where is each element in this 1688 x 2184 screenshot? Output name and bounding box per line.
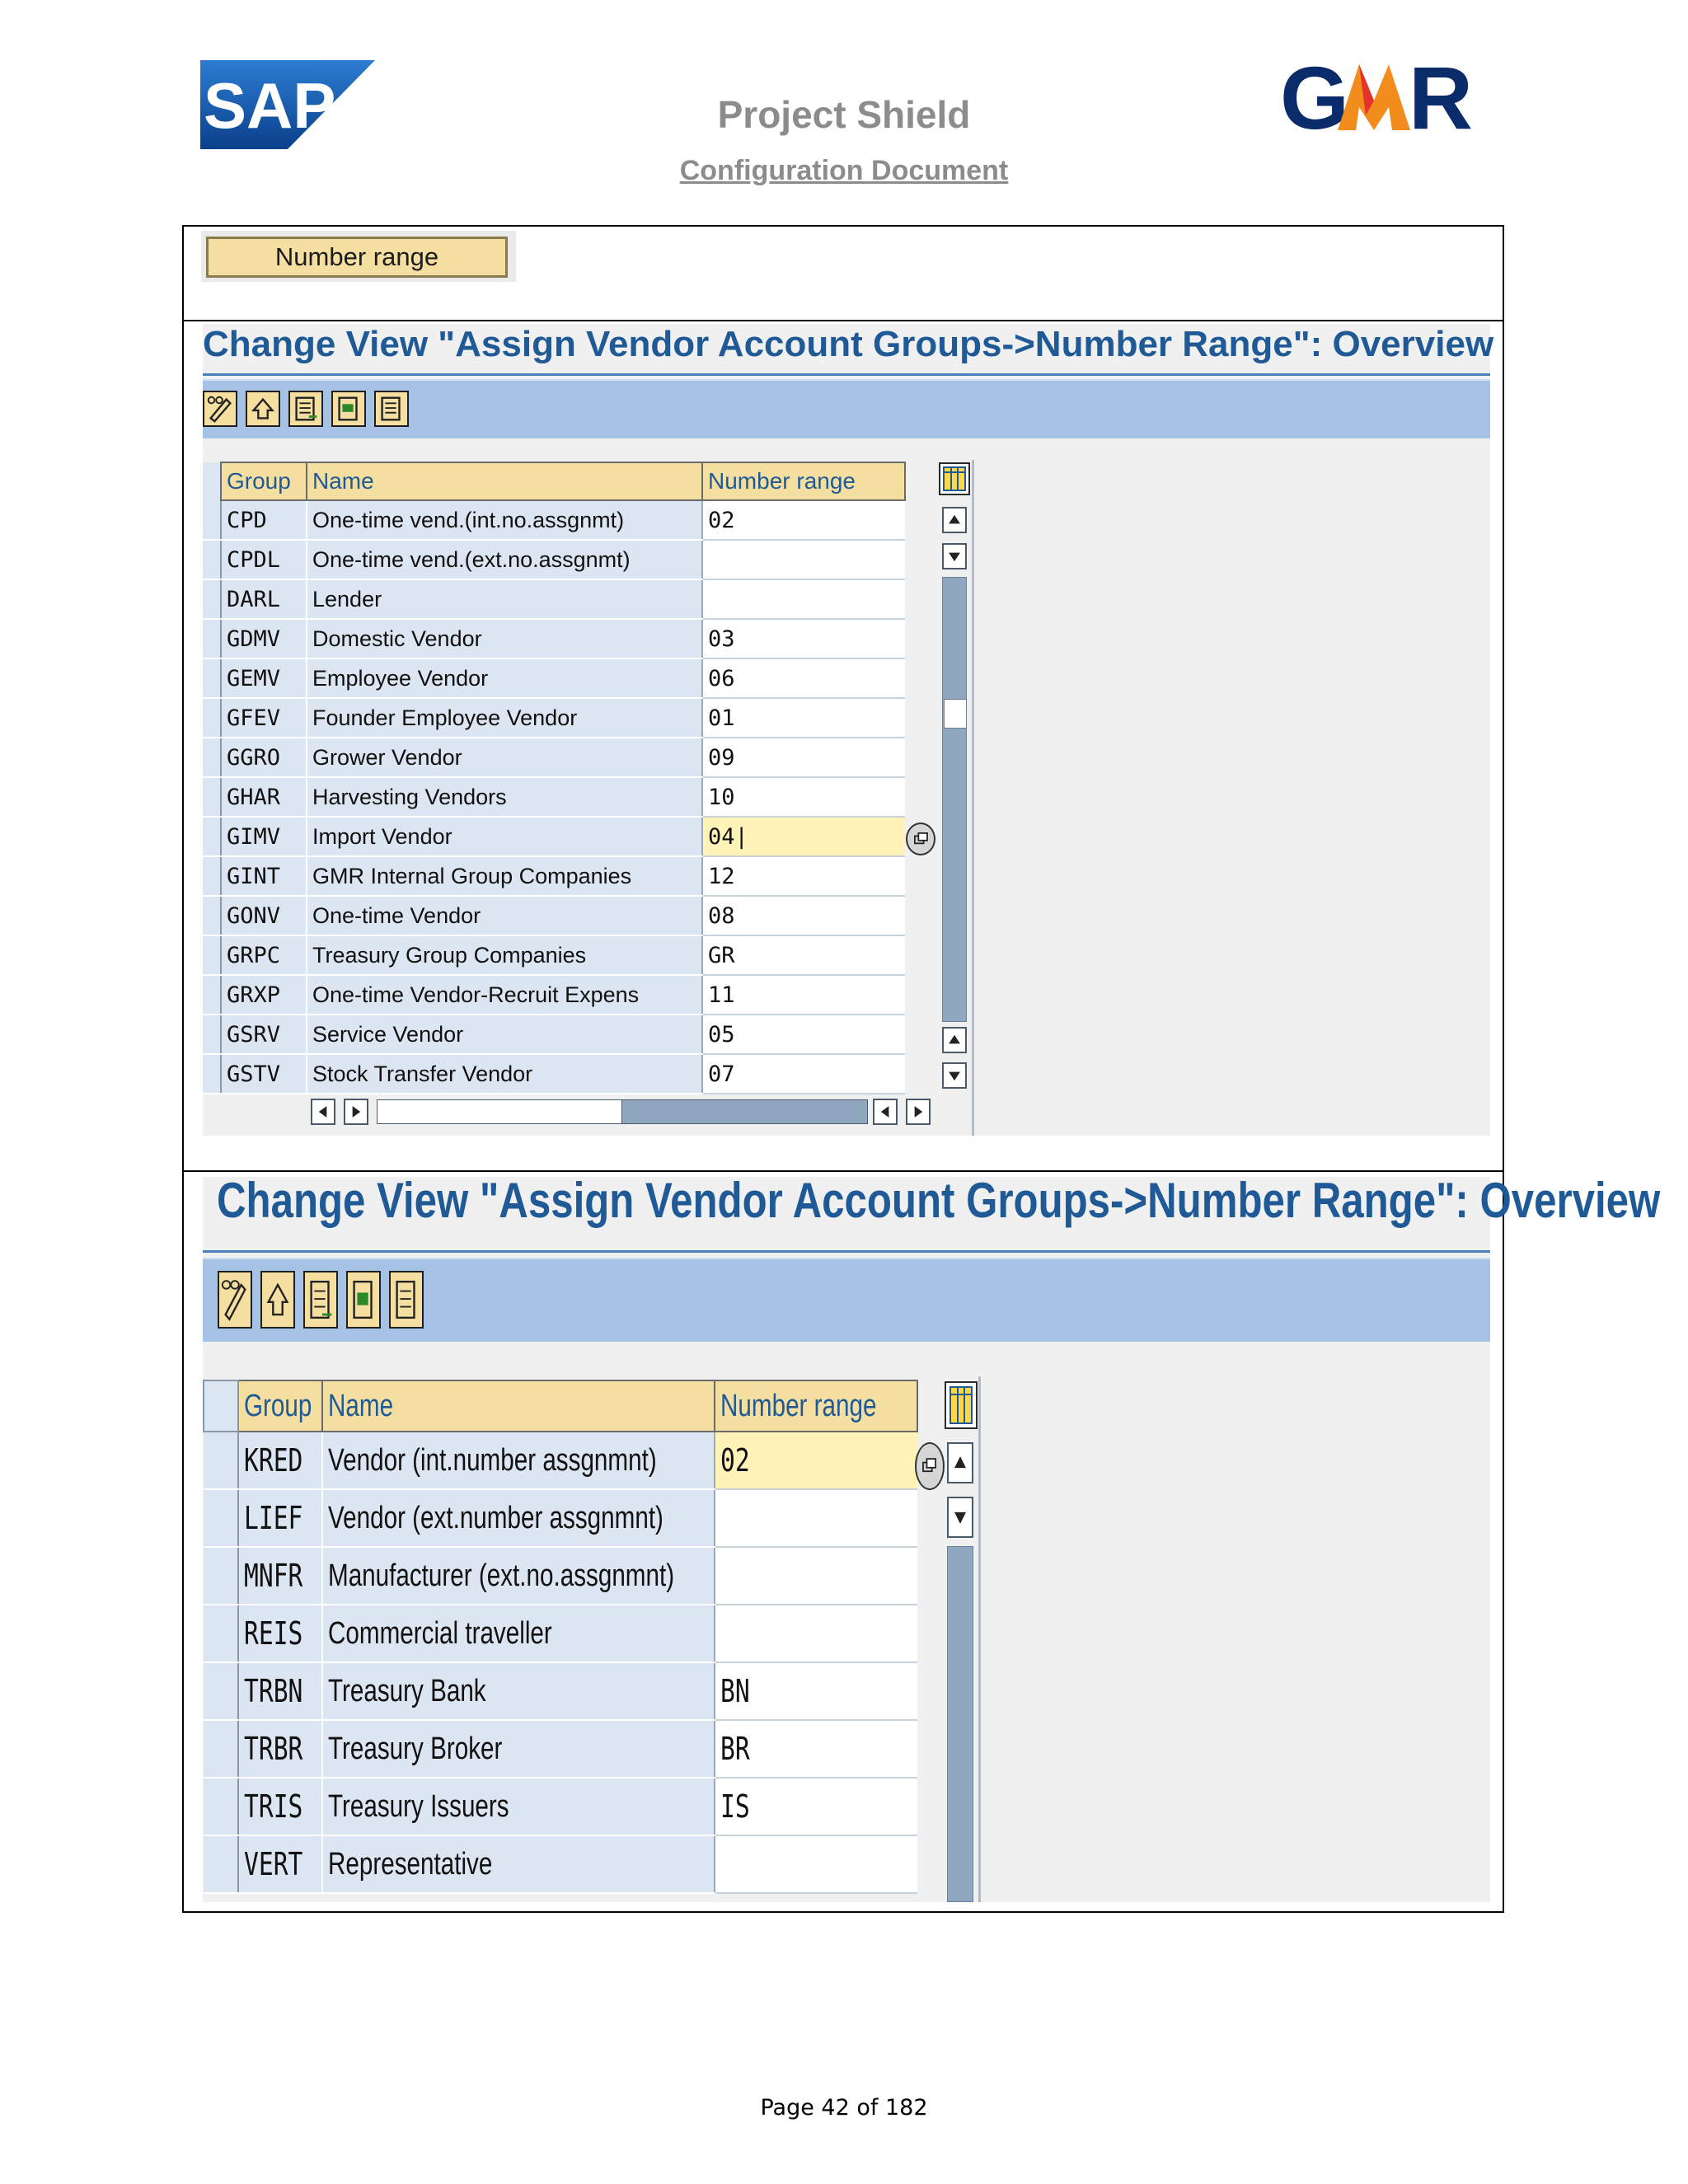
- group-cell-text: TRBR: [244, 1731, 303, 1767]
- sap-logo-text: SAP: [204, 69, 336, 142]
- column-header-group-label: Group: [244, 1388, 312, 1423]
- number-range-cell-text: 10: [708, 784, 735, 810]
- name-cell: [322, 1662, 715, 1720]
- frame-divider: [182, 320, 1504, 321]
- name-cell: [322, 1720, 715, 1778]
- number-range-cell[interactable]: [702, 856, 905, 896]
- number-range-button[interactable]: Number range: [206, 237, 508, 278]
- vertical-scrollbar-track[interactable]: [942, 577, 967, 1022]
- name-cell: [307, 856, 702, 896]
- group-cell: [221, 856, 307, 896]
- group-cell-text: REIS: [244, 1615, 303, 1652]
- name-cell-text: Treasury Group Companies: [312, 942, 587, 968]
- number-range-cell[interactable]: [702, 896, 905, 935]
- svg-text:R: R: [1409, 58, 1473, 134]
- row-selector[interactable]: [204, 1547, 238, 1605]
- number-range-cell[interactable]: [702, 619, 905, 658]
- display-change-button[interactable]: [203, 391, 237, 427]
- name-cell-text: Employee Vendor: [312, 665, 489, 691]
- row-selector[interactable]: [203, 698, 221, 738]
- row-selector[interactable]: [204, 1835, 238, 1893]
- group-cell-text: GRPC: [227, 942, 281, 968]
- row-selector[interactable]: [203, 1054, 221, 1094]
- number-range-cell-text: IS: [720, 1788, 750, 1825]
- group-cell: [221, 1054, 307, 1094]
- gmr-logo: [1280, 58, 1474, 134]
- name-cell-text: Vendor (int.number assgnmnt): [328, 1442, 657, 1478]
- table-row[interactable]: [203, 540, 905, 579]
- table-row[interactable]: [203, 698, 905, 738]
- name-cell-text: Commercial traveller: [328, 1615, 552, 1651]
- row-selector[interactable]: [203, 896, 221, 935]
- group-cell-text: GDMV: [227, 626, 281, 652]
- table-edge: [978, 1376, 981, 1902]
- row-selector[interactable]: [203, 1015, 221, 1054]
- number-range-cell[interactable]: [715, 1662, 917, 1720]
- name-cell-text: Vendor (ext.number assgnmnt): [328, 1500, 663, 1535]
- group-cell: [221, 896, 307, 935]
- row-selector[interactable]: [204, 1720, 238, 1778]
- arrow-left-icon: [312, 1100, 334, 1123]
- deselect-all-icon: [391, 1272, 422, 1327]
- column-header-name[interactable]: [322, 1380, 715, 1432]
- row-selector[interactable]: [203, 975, 221, 1015]
- value-help-button[interactable]: [906, 823, 935, 855]
- column-settings-button[interactable]: [945, 1381, 978, 1429]
- scroll-right-button-2[interactable]: [906, 1099, 931, 1125]
- name-cell-text: Stock Transfer Vendor: [312, 1061, 533, 1086]
- name-cell: [307, 817, 702, 856]
- screen1-table: [203, 462, 906, 1094]
- name-cell: [322, 1605, 715, 1662]
- group-cell-text: GSTV: [227, 1061, 281, 1087]
- row-selector[interactable]: [203, 738, 221, 777]
- column-header-group[interactable]: Group: [221, 462, 307, 500]
- name-cell-text: Founder Employee Vendor: [312, 705, 578, 730]
- number-range-cell-text: GR: [708, 942, 735, 968]
- select-block-icon: [333, 392, 364, 425]
- screen2-table: [203, 1380, 918, 1894]
- row-selector[interactable]: [204, 1432, 238, 1489]
- number-range-cell-text: 08: [708, 902, 735, 929]
- table-row[interactable]: [204, 1432, 917, 1489]
- vertical-scrollbar-thumb[interactable]: [944, 699, 967, 729]
- group-cell: [221, 579, 307, 619]
- name-cell-text: Service Vendor: [312, 1021, 464, 1047]
- row-selector[interactable]: [203, 658, 221, 698]
- row-selector[interactable]: [203, 619, 221, 658]
- column-header-number-range[interactable]: [715, 1380, 917, 1432]
- name-cell: [307, 579, 702, 619]
- name-cell-text: One-time vend.(ext.no.assgnmt): [312, 546, 631, 572]
- group-cell: [221, 975, 307, 1015]
- number-range-cell[interactable]: [715, 1720, 917, 1778]
- group-cell: [221, 817, 307, 856]
- row-selector-header[interactable]: [204, 1380, 238, 1432]
- scroll-left-button[interactable]: [311, 1099, 335, 1125]
- name-cell: [307, 540, 702, 579]
- name-cell: [307, 738, 702, 777]
- select-all-icon: [290, 392, 321, 425]
- group-cell: [221, 698, 307, 738]
- group-cell: [238, 1662, 322, 1720]
- group-cell-text: GHAR: [227, 784, 281, 810]
- number-range-cell[interactable]: [702, 777, 905, 817]
- name-cell: [322, 1778, 715, 1835]
- group-cell-text: GINT: [227, 863, 281, 889]
- group-cell-text: TRBN: [244, 1673, 303, 1709]
- group-cell-text: GRXP: [227, 982, 281, 1008]
- doc-subtitle: Configuration Document: [679, 155, 1009, 186]
- name-cell-text: Representative: [328, 1846, 493, 1882]
- number-range-cell-text: 04|: [708, 823, 748, 850]
- table-row[interactable]: [203, 1015, 905, 1054]
- table-row[interactable]: [204, 1489, 917, 1547]
- group-cell-text: CPDL: [227, 546, 281, 573]
- table-settings-icon: [940, 464, 968, 494]
- value-help-icon: [917, 1444, 943, 1488]
- scroll-up-button[interactable]: [947, 1442, 973, 1483]
- group-cell-text: TRIS: [244, 1788, 303, 1825]
- name-cell: [322, 1489, 715, 1547]
- name-cell-text: GMR Internal Group Companies: [312, 863, 632, 888]
- number-range-cell[interactable]: [702, 975, 905, 1015]
- table-row[interactable]: [204, 1720, 917, 1778]
- number-range-cell[interactable]: [715, 1489, 917, 1547]
- number-range-cell-text: 05: [708, 1021, 735, 1047]
- group-cell: [221, 500, 307, 540]
- value-help-icon: [907, 824, 934, 854]
- name-cell-text: Grower Vendor: [312, 744, 462, 770]
- select-block-button[interactable]: [346, 1271, 381, 1329]
- row-selector[interactable]: [203, 777, 221, 817]
- group-cell: [221, 777, 307, 817]
- table-row[interactable]: [204, 1778, 917, 1835]
- page-number: Page 42 of 182: [760, 2095, 928, 2121]
- number-range-cell-text: 09: [708, 744, 735, 771]
- table-row[interactable]: [203, 1054, 905, 1094]
- table-row[interactable]: [204, 1835, 917, 1893]
- number-range-cell[interactable]: [702, 817, 905, 856]
- horizontal-scrollbar-thumb[interactable]: [377, 1100, 622, 1123]
- table-row[interactable]: [204, 1547, 917, 1605]
- name-cell: [307, 619, 702, 658]
- name-cell: [322, 1432, 715, 1489]
- name-cell-text: Treasury Bank: [328, 1673, 486, 1708]
- row-selector[interactable]: [204, 1605, 238, 1662]
- deselect-all-button[interactable]: [374, 391, 409, 427]
- scroll-down-button[interactable]: [947, 1497, 973, 1538]
- display-change-button[interactable]: [218, 1271, 252, 1329]
- arrow-down-icon: [944, 1064, 965, 1087]
- number-range-cell[interactable]: [715, 1778, 917, 1835]
- number-range-cell[interactable]: [715, 1432, 917, 1489]
- group-cell: [221, 1015, 307, 1054]
- select-block-icon: [348, 1272, 379, 1327]
- project-title: Project Shield: [717, 93, 971, 136]
- column-header-number-range[interactable]: Number range: [702, 462, 905, 500]
- group-cell: [221, 738, 307, 777]
- number-range-cell[interactable]: [702, 738, 905, 777]
- group-cell-text: DARL: [227, 586, 281, 612]
- column-header-group[interactable]: [238, 1380, 322, 1432]
- other-entry-button[interactable]: [260, 1271, 295, 1329]
- table-row[interactable]: [203, 817, 905, 856]
- number-range-cell[interactable]: [702, 658, 905, 698]
- number-range-cell[interactable]: [702, 579, 905, 619]
- number-range-cell[interactable]: [715, 1547, 917, 1605]
- row-selector[interactable]: [203, 540, 221, 579]
- number-range-cell-text: 03: [708, 626, 735, 652]
- number-range-cell[interactable]: [715, 1835, 917, 1893]
- number-range-cell[interactable]: [702, 500, 905, 540]
- number-range-cell[interactable]: [702, 935, 905, 975]
- value-help-button[interactable]: [915, 1442, 945, 1490]
- group-cell-text: LIEF: [244, 1500, 303, 1536]
- table-row[interactable]: [203, 500, 905, 540]
- group-cell-text: CPD: [227, 507, 267, 533]
- table-row[interactable]: [203, 935, 905, 975]
- name-cell: [307, 698, 702, 738]
- name-cell-text: Treasury Broker: [328, 1731, 503, 1766]
- number-range-cell-text: 07: [708, 1061, 735, 1087]
- name-cell: [307, 975, 702, 1015]
- table-edge: [972, 460, 974, 1136]
- deselect-all-icon: [376, 392, 407, 425]
- screen1-title-rule: [203, 373, 1490, 376]
- scroll-page-up-button[interactable]: [942, 1027, 967, 1053]
- pencil-glasses-icon: [219, 1272, 251, 1327]
- row-selector[interactable]: [203, 500, 221, 540]
- group-cell-text: MNFR: [244, 1558, 303, 1594]
- name-cell-text: Lender: [312, 586, 382, 612]
- arrow-up-icon: [944, 1029, 965, 1052]
- group-cell: [221, 619, 307, 658]
- gmr-logo-text: G: [1280, 58, 1345, 134]
- name-cell: [307, 500, 702, 540]
- group-cell-text: KRED: [244, 1442, 303, 1479]
- number-range-cell-text: 11: [708, 982, 735, 1008]
- arrow-right-icon: [907, 1100, 929, 1123]
- table-row[interactable]: [203, 975, 905, 1015]
- name-cell: [322, 1835, 715, 1893]
- row-selector[interactable]: [204, 1778, 238, 1835]
- pencil-glasses-icon: [204, 392, 236, 425]
- number-range-cell[interactable]: [702, 540, 905, 579]
- group-cell: [221, 935, 307, 975]
- group-cell: [238, 1778, 322, 1835]
- screen1-toolbar: [203, 379, 1490, 438]
- table-row[interactable]: [203, 658, 905, 698]
- scroll-page-down-button[interactable]: [942, 1062, 967, 1089]
- name-cell-text: Harvesting Vendors: [312, 784, 507, 809]
- table-row[interactable]: [203, 619, 905, 658]
- number-range-cell-text: 12: [708, 863, 735, 889]
- table-row[interactable]: [203, 856, 905, 896]
- scroll-left-button-2[interactable]: [873, 1099, 898, 1125]
- number-range-cell-text: BN: [720, 1673, 750, 1709]
- column-header-number-range-label: Number range: [720, 1388, 877, 1423]
- number-range-cell-text: 01: [708, 705, 735, 731]
- group-cell-text: GSRV: [227, 1021, 281, 1047]
- table-row[interactable]: [203, 777, 905, 817]
- scroll-right-button[interactable]: [344, 1099, 368, 1125]
- screen2-toolbar: [203, 1258, 1490, 1342]
- name-cell: [307, 935, 702, 975]
- arrow-down-icon: [944, 545, 965, 568]
- group-cell: [238, 1489, 322, 1547]
- group-cell: [238, 1720, 322, 1778]
- name-cell: [307, 777, 702, 817]
- name-cell-text: Import Vendor: [312, 823, 452, 849]
- select-all-button[interactable]: [288, 391, 323, 427]
- number-range-cell[interactable]: [702, 1054, 905, 1094]
- name-cell-text: One-time vend.(int.no.assgnmt): [312, 507, 625, 532]
- name-cell: [307, 1015, 702, 1054]
- name-cell-text: One-time Vendor: [312, 902, 481, 928]
- arrow-up-icon: [944, 509, 965, 532]
- row-selector[interactable]: [203, 856, 221, 896]
- table-settings-icon: [946, 1383, 976, 1427]
- arrow-down-icon: [949, 1498, 972, 1536]
- group-cell: [221, 540, 307, 579]
- column-header-name[interactable]: Name: [307, 462, 702, 500]
- select-all-icon: [305, 1272, 336, 1327]
- row-selector[interactable]: [203, 579, 221, 619]
- name-cell-text: Treasury Issuers: [328, 1788, 509, 1824]
- name-cell: [307, 658, 702, 698]
- group-cell-text: VERT: [244, 1846, 303, 1882]
- group-cell-text: GFEV: [227, 705, 281, 731]
- row-selector[interactable]: [203, 935, 221, 975]
- table-row[interactable]: [204, 1605, 917, 1662]
- name-cell-text: Domestic Vendor: [312, 626, 482, 651]
- horizontal-scrollbar-track[interactable]: [377, 1099, 868, 1124]
- row-selector[interactable]: [204, 1662, 238, 1720]
- number-range-cell[interactable]: [715, 1605, 917, 1662]
- group-cell-text: GGRO: [227, 744, 281, 771]
- name-cell: [307, 1054, 702, 1094]
- scroll-up-button[interactable]: [942, 507, 967, 533]
- group-cell-text: GEMV: [227, 665, 281, 691]
- screen2-title: Change View "Assign Vendor Account Groups->Number Range": Overview: [217, 1173, 1661, 1228]
- vertical-scrollbar-track[interactable]: [947, 1546, 973, 1902]
- table-row[interactable]: [203, 738, 905, 777]
- table-row[interactable]: [203, 579, 905, 619]
- group-cell: [221, 658, 307, 698]
- refresh-icon: [262, 1272, 293, 1327]
- row-selector[interactable]: [203, 817, 221, 856]
- name-cell: [307, 896, 702, 935]
- table-row[interactable]: [203, 896, 905, 935]
- select-block-button[interactable]: [331, 391, 366, 427]
- arrow-left-icon: [874, 1100, 896, 1123]
- scroll-down-button[interactable]: [942, 543, 967, 569]
- screen1-title: Change View "Assign Vendor Account Groups->Number Range": Overview: [203, 324, 1494, 364]
- row-selector-header[interactable]: [203, 462, 221, 500]
- number-range-cell[interactable]: [702, 698, 905, 738]
- group-cell: [238, 1432, 322, 1489]
- number-range-cell-text: BR: [720, 1731, 750, 1767]
- select-all-button[interactable]: [303, 1271, 338, 1329]
- other-entry-button[interactable]: [246, 391, 280, 427]
- refresh-icon: [247, 392, 279, 425]
- column-header-name-label: Name: [328, 1388, 394, 1423]
- arrow-up-icon: [949, 1444, 972, 1482]
- number-range-cell-text: 02: [720, 1442, 750, 1479]
- column-settings-button[interactable]: [939, 462, 970, 495]
- group-cell-text: GONV: [227, 902, 281, 929]
- table-row[interactable]: [204, 1662, 917, 1720]
- group-cell: [238, 1605, 322, 1662]
- name-cell: [322, 1547, 715, 1605]
- number-range-cell-text: 06: [708, 665, 735, 691]
- number-range-cell-text: 02: [708, 507, 735, 533]
- name-cell-text: One-time Vendor-Recruit Expens: [312, 982, 640, 1007]
- number-range-cell[interactable]: [702, 1015, 905, 1054]
- deselect-all-button[interactable]: [389, 1271, 424, 1329]
- group-cell: [238, 1835, 322, 1893]
- name-cell-text: Manufacturer (ext.no.assgnmnt): [328, 1558, 675, 1593]
- arrow-right-icon: [345, 1100, 367, 1123]
- group-cell: [238, 1547, 322, 1605]
- screen2-title-rule: [203, 1250, 1490, 1253]
- row-selector[interactable]: [204, 1489, 238, 1547]
- group-cell-text: GIMV: [227, 823, 281, 850]
